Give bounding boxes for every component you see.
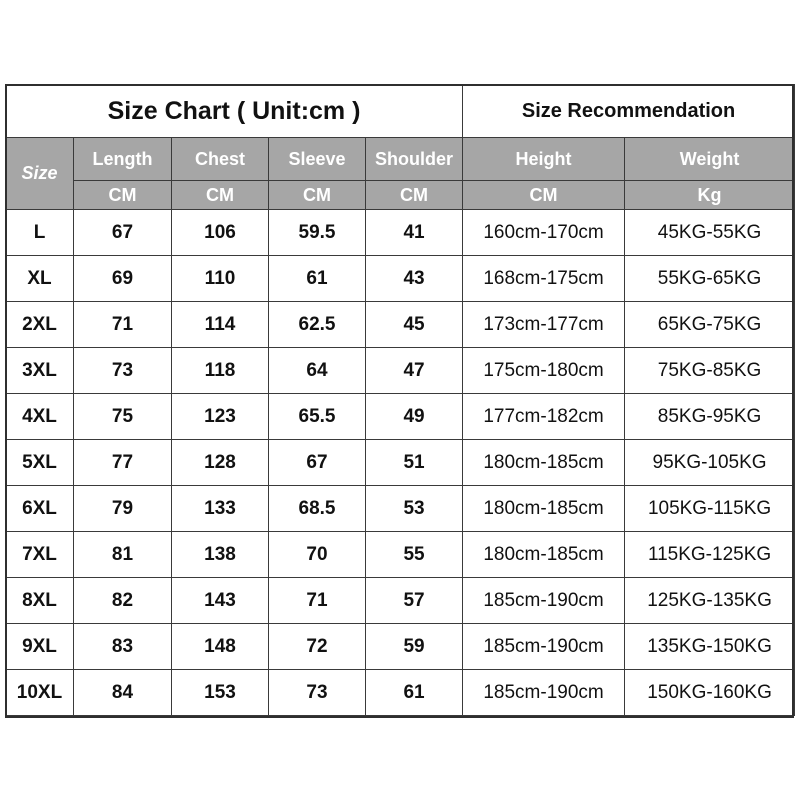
table-row: [6, 394, 795, 440]
shoulder-cell: 41: [366, 210, 463, 256]
length-cell: 75: [74, 394, 172, 440]
chest-cell: 138: [172, 532, 269, 578]
chest-cell: 143: [172, 578, 269, 624]
weight-cell: 65KG-75KG: [625, 302, 795, 348]
height-cell: 185cm-190cm: [463, 670, 625, 716]
length-cell: 84: [74, 670, 172, 716]
chest-column-header: Chest: [172, 138, 269, 181]
height-cell: 173cm-177cm: [463, 302, 625, 348]
weight-cell: 105KG-115KG: [625, 486, 795, 532]
sleeve-cell: 62.5: [269, 302, 366, 348]
shoulder-cell: 61: [366, 670, 463, 716]
chest-cell: 133: [172, 486, 269, 532]
height-unit: CM: [463, 181, 625, 210]
length-cell: 83: [74, 624, 172, 670]
sleeve-cell: 73: [269, 670, 366, 716]
length-cell: 73: [74, 348, 172, 394]
size-chart-title: Size Chart ( Unit:cm ): [6, 85, 463, 138]
weight-cell: 150KG-160KG: [625, 670, 795, 716]
chest-cell: 153: [172, 670, 269, 716]
size-recommendation-title: Size Recommendation: [463, 85, 795, 138]
shoulder-cell: 43: [366, 256, 463, 302]
length-cell: 69: [74, 256, 172, 302]
weight-column-header: Weight: [625, 138, 795, 181]
length-unit: CM: [74, 181, 172, 210]
table-row: [6, 348, 795, 394]
height-column-header: Height: [463, 138, 625, 181]
length-column-header: Length: [74, 138, 172, 181]
shoulder-cell: 49: [366, 394, 463, 440]
length-cell: 67: [74, 210, 172, 256]
length-cell: 71: [74, 302, 172, 348]
weight-cell: 135KG-150KG: [625, 624, 795, 670]
size-cell: XL: [6, 256, 74, 302]
height-cell: 160cm-170cm: [463, 210, 625, 256]
chest-cell: 123: [172, 394, 269, 440]
size-chart-table: [5, 84, 795, 716]
height-cell: 180cm-185cm: [463, 486, 625, 532]
table-row: [6, 532, 795, 578]
sleeve-unit: CM: [269, 181, 366, 210]
weight-cell: 55KG-65KG: [625, 256, 795, 302]
shoulder-unit: CM: [366, 181, 463, 210]
height-cell: 180cm-185cm: [463, 532, 625, 578]
sleeve-cell: 64: [269, 348, 366, 394]
weight-cell: 95KG-105KG: [625, 440, 795, 486]
length-cell: 77: [74, 440, 172, 486]
shoulder-cell: 59: [366, 624, 463, 670]
length-cell: 81: [74, 532, 172, 578]
table-row: [6, 256, 795, 302]
chest-cell: 128: [172, 440, 269, 486]
length-cell: 82: [74, 578, 172, 624]
shoulder-cell: 57: [366, 578, 463, 624]
sleeve-cell: 72: [269, 624, 366, 670]
size-cell: 8XL: [6, 578, 74, 624]
chest-unit: CM: [172, 181, 269, 210]
weight-cell: 125KG-135KG: [625, 578, 795, 624]
table-row: [6, 624, 795, 670]
table-row: [6, 486, 795, 532]
size-cell: 6XL: [6, 486, 74, 532]
height-cell: 185cm-190cm: [463, 578, 625, 624]
shoulder-cell: 51: [366, 440, 463, 486]
chest-cell: 148: [172, 624, 269, 670]
height-cell: 185cm-190cm: [463, 624, 625, 670]
size-column-header: Size: [6, 138, 74, 210]
sleeve-cell: 71: [269, 578, 366, 624]
chest-cell: 114: [172, 302, 269, 348]
chest-cell: 110: [172, 256, 269, 302]
length-cell: 79: [74, 486, 172, 532]
weight-cell: 45KG-55KG: [625, 210, 795, 256]
table-row: [6, 210, 795, 256]
sleeve-column-header: Sleeve: [269, 138, 366, 181]
height-cell: 180cm-185cm: [463, 440, 625, 486]
sleeve-cell: 61: [269, 256, 366, 302]
height-cell: 177cm-182cm: [463, 394, 625, 440]
chest-cell: 106: [172, 210, 269, 256]
shoulder-cell: 47: [366, 348, 463, 394]
height-cell: 175cm-180cm: [463, 348, 625, 394]
weight-cell: 115KG-125KG: [625, 532, 795, 578]
size-cell: 10XL: [6, 670, 74, 716]
shoulder-cell: 55: [366, 532, 463, 578]
size-cell: 9XL: [6, 624, 74, 670]
chest-cell: 118: [172, 348, 269, 394]
weight-cell: 75KG-85KG: [625, 348, 795, 394]
table-row: [6, 578, 795, 624]
sleeve-cell: 59.5: [269, 210, 366, 256]
size-cell: 4XL: [6, 394, 74, 440]
sleeve-cell: 67: [269, 440, 366, 486]
size-cell: 3XL: [6, 348, 74, 394]
shoulder-cell: 53: [366, 486, 463, 532]
sleeve-cell: 65.5: [269, 394, 366, 440]
size-rows: [6, 210, 795, 716]
table-row: [6, 302, 795, 348]
size-cell: 7XL: [6, 532, 74, 578]
size-cell: L: [6, 210, 74, 256]
shoulder-column-header: Shoulder: [366, 138, 463, 181]
weight-cell: 85KG-95KG: [625, 394, 795, 440]
table-row: [6, 440, 795, 486]
size-cell: 2XL: [6, 302, 74, 348]
shoulder-cell: 45: [366, 302, 463, 348]
weight-unit: Kg: [625, 181, 795, 210]
sleeve-cell: 68.5: [269, 486, 366, 532]
sleeve-cell: 70: [269, 532, 366, 578]
size-cell: 5XL: [6, 440, 74, 486]
table-row: [6, 670, 795, 716]
height-cell: 168cm-175cm: [463, 256, 625, 302]
